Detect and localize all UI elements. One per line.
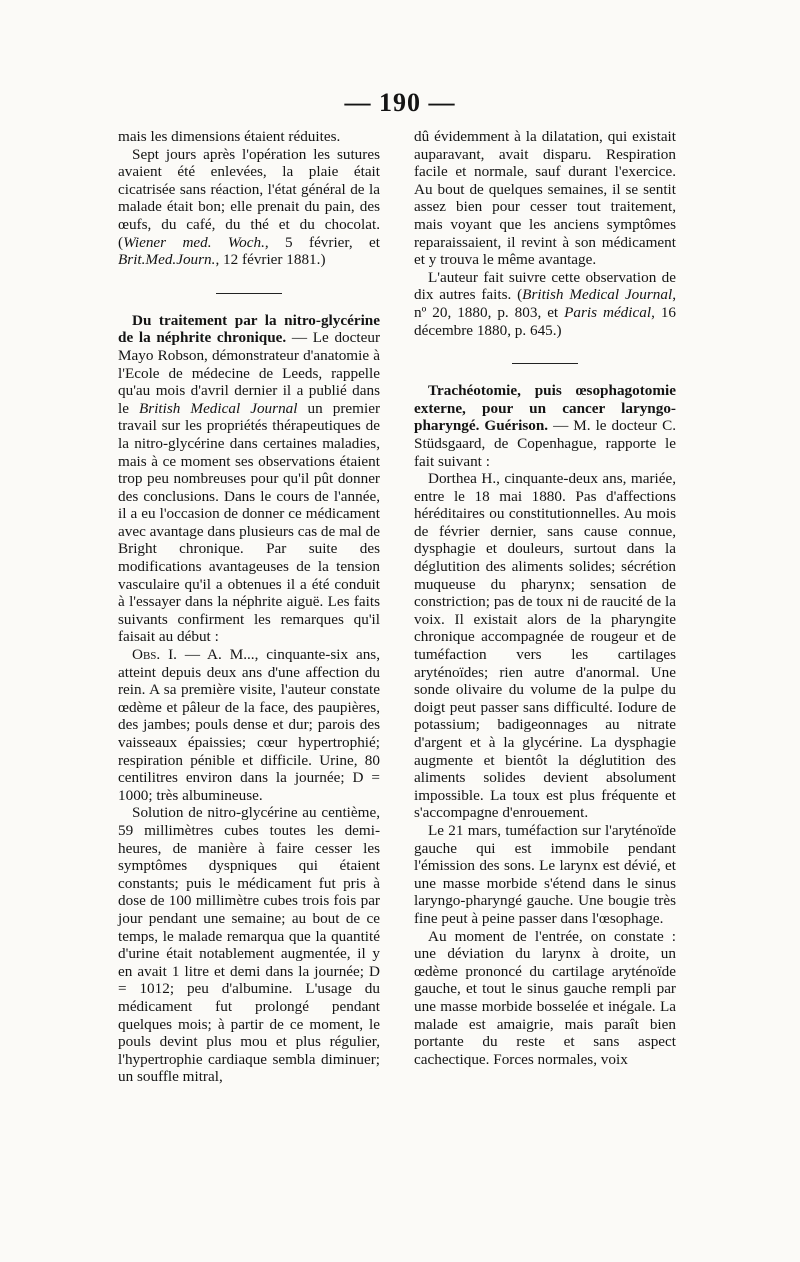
left-column	[118, 128, 380, 1086]
paragraph: Obs. I. — A. M..., cinquante-six ans, atteint depuis deux ans d'une affection du rein. A sa première visite, l'auteur constate œdème et pâleur de la face, des paupières, des jambes; pouls dense et dur; parois des vaisseaux épaissies; cœur hypertrophié; respiration pénible et difficile. Urine, 80 centilitres environ dans la journée; D = 1000; très albumineuse.	[118, 646, 380, 804]
paragraph: Solution de nitro-glycérine au centième, 59 millimètres cubes toutes les demi-heures, de manière à faire cesser les symptômes dyspniques qui étaient constants; puis le médicament fut pris à dose de 100 millimètre cubes trois fois par jour pendant une semaine; au bout de ce temps, le malade remarqua que la quantité d'urine était notablement augmentée, il y en avait 1 litre et demi dans la journée; D = 1012; peu d'albumine. L'usage du médicament fut prolongé pendant quelques mois; à partir de ce moment, le pouls devint plus mou et plus régulier, l'hypertrophie cardiaque sembla diminuer; un souffle mitral,	[118, 804, 380, 1086]
paragraph: mais les dimensions étaient réduites.	[118, 128, 341, 145]
section-divider	[512, 363, 578, 364]
paragraph: dû évidemment à la dilatation, qui existait auparavant, avait disparu. Respiration facile et normale, sauf durant l'exercice. Au bout de quelques semaines, il se sentit assez bien pour cesser tout traitement, mais voyant que les anciens symptômes reparaissaient, il revint à son médicament et y trouva le même avantage.	[414, 128, 676, 269]
citation: Wiener med. Woch.	[123, 233, 265, 251]
citation: British Medical Journal	[139, 399, 298, 417]
article-heading: Trachéotomie, puis œsophagotomie externe, pour un cancer laryngo-pharyngé. Guérison.	[414, 382, 676, 435]
section-divider	[216, 293, 282, 294]
article-heading: Du traitement par la nitro-glycérine de la néphrite chronique.	[118, 311, 380, 347]
paragraph: L'auteur fait suivre cette observation de dix autres faits. (British Medical Journal, nº 20, 1880, p. 803, et Paris médical, 16 décembre 1880, p. 645.)	[414, 268, 676, 339]
citation: Paris médical	[564, 303, 652, 321]
citation: Brit.Med.Journ.	[118, 251, 216, 269]
observation-label: Obs. I.	[132, 646, 177, 664]
paragraph: Le 21 mars, tuméfaction sur l'aryténoïde gauche qui est immobile pendant l'émission des sons. Le larynx est dévié, et une masse morbide s'étend dans le sinus laryngo-pharyngé gauche. Une bougie très fine peut à peine passer dans l'œsophage.	[414, 821, 676, 927]
right-column	[414, 128, 676, 1068]
page-number: — 190 —	[344, 88, 456, 117]
paragraph: Dorthea H., cinquante-deux ans, mariée, entre le 18 mai 1880. Pas d'affections héréditaires ou constitutionnelles. Au mois de février dernier, sans cause connue, dysphagie et douleurs, surtout dans la déglutition des aliments solides; sécrétion muqueuse du pharynx; sensation de constriction; pas de toux ni de raucité de la voix. Il existait alors de la pharyngite chronique accompagnée de rougeur et de tuméfaction vers les cartilages aryténoïdes; rien autre d'anormal. Une sonde olivaire du volume de la pulpe du doigt peut passer sans difficulté. Iodure de potassium; badigeonnages au nitrate d'argent et à la glycérine. La dysphagie augmente et bientôt la déglutition des aliments solides devient absolument impossible. La toux est plus fréquente et s'accompagne d'enrouement.	[414, 470, 676, 822]
article-paragraph: Du traitement par la nitro-glycérine de la néphrite chronique. — Le docteur Mayo Robson, démonstrateur d'anatomie à l'Ecole de médecine de Leeds, rappelle qu'au mois d'avril dernier il a publié dans le British Medical Journal un premier travail sur les propriétés thérapeutiques de la nitro-glycérine dans certaines maladies, mais à ce moment ses observations étaient trop peu nombreuses pour qu'il pût donner des conclusions. Dans le cours de l'année, il a eu l'occasion de donner ce médicament avec avantage dans plusieurs cas de mal de Bright chronique. Par suite des modifications avantageuses de la tension vasculaire qu'il a obtenues il a été conduit à l'essayer dans la néphrite aiguë. Les faits suivants confirment les remarques qu'il faisait au début :	[118, 311, 380, 646]
paragraph: Sept jours après l'opération les sutures avaient été enlevées, la plaie était cicatrisée sans réaction, l'état général de la malade était bon; elle prenait du pain, des œufs, du café, du thé et du chocolat. (Wiener med. Woch., 5 février, et Brit.Med.Journ., 12 février 1881.)	[118, 145, 380, 269]
citation: British Medical Journal	[522, 286, 673, 304]
paragraph: Au moment de l'entrée, on constate : une déviation du larynx à droite, un œdème prononcé du cartilage aryténoïde gauche, et tout le sinus gauche rempli par une masse morbide bosselée et inégale. La malade est amaigrie, mais paraît bien portante du reste et sans aspect cachectique. Forces normales, voix	[414, 927, 676, 1068]
article-paragraph: Trachéotomie, puis œsophagotomie externe, pour un cancer laryngo-pharyngé. Guérison. — M. le docteur C. Stüdsgaard, de Copenhague, rapporte le fait suivant :	[414, 382, 676, 470]
